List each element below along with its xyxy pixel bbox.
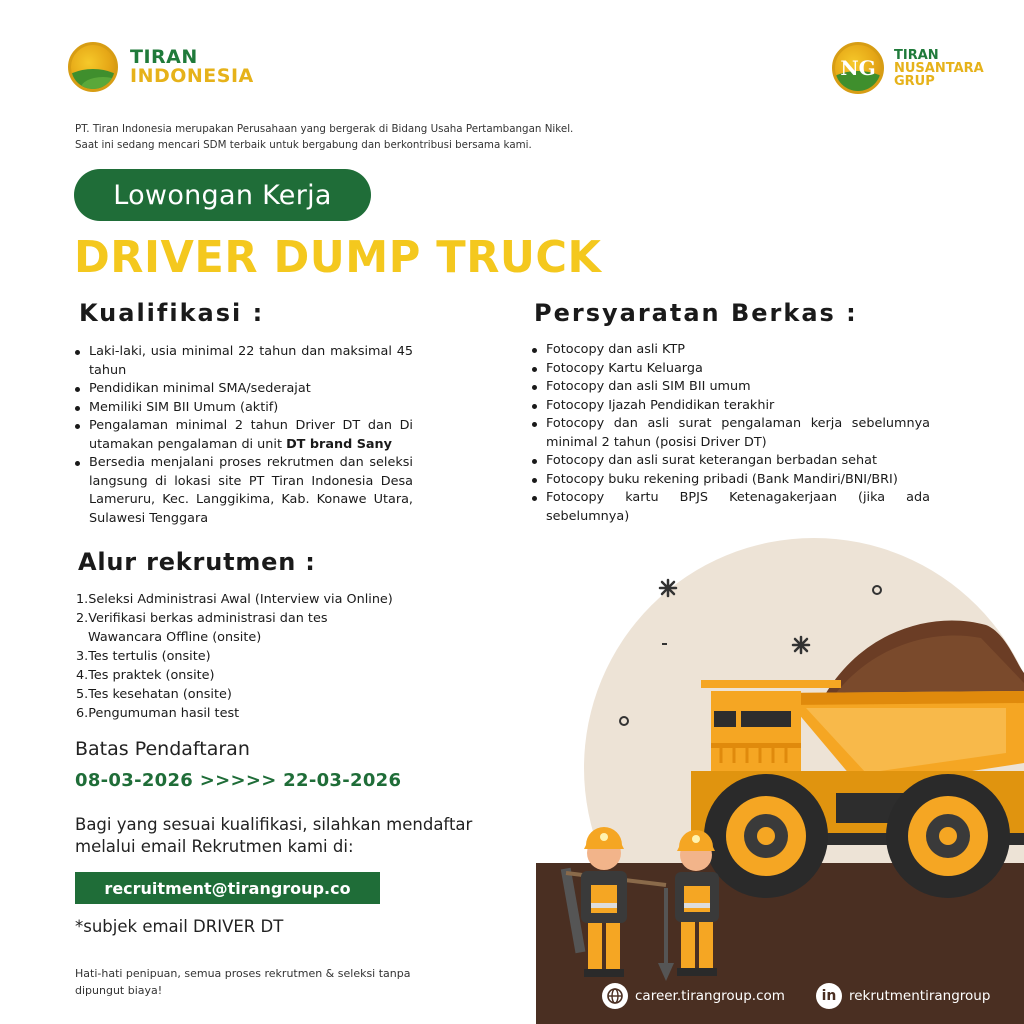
- kualifikasi-item-text: Pengalaman minimal 2 tahun Driver DT dan Di utamakan pengalaman di unit: [89, 418, 413, 452]
- alur-step: 2.Verifikasi berkas administrasi dan tes: [76, 611, 328, 626]
- tiran-nusantara-group-logo: [832, 42, 984, 94]
- logo-right-line2: NUSANTARA: [894, 60, 984, 76]
- logo-left-line1: TIRAN: [130, 46, 198, 68]
- linkedin-link[interactable]: [816, 983, 990, 1009]
- persyaratan-item: Fotocopy Kartu Keluarga: [530, 360, 930, 379]
- persyaratan-item: Fotocopy dan asli SIM BII umum: [530, 378, 930, 397]
- alur-step: 6.Pengumuman hasil test: [76, 706, 240, 721]
- alur-step: 5.Tes kesehatan (onsite): [76, 687, 232, 702]
- kualifikasi-item-bold: DT brand Sany: [286, 436, 393, 452]
- fraud-warning: Hati-hati penipuan, semua proses rekrutmen & seleksi tanpa dipungut biaya!: [75, 967, 411, 997]
- website-url: career.tirangroup.com: [635, 988, 785, 1004]
- nusantara-logo-icon: [832, 42, 884, 94]
- persyaratan-item: Fotocopy buku rekening pribadi (Bank Mandiri/BNI/BRI): [530, 471, 930, 490]
- logo-left-line2: INDONESIA: [130, 65, 254, 87]
- company-intro: PT. Tiran Indonesia merupakan Perusahaan yang bergerak di Bidang Usaha Pertambangan Nikel. Saat ini sedang mencari SDM terbaik untuk bergabung dan berkontribusi bersama kami.: [75, 123, 574, 151]
- kualifikasi-item: [73, 417, 413, 454]
- kualifikasi-item: Laki-laki, usia minimal 22 tahun dan maksimal 45 tahun: [73, 343, 413, 380]
- website-link[interactable]: [602, 983, 785, 1009]
- alur-step: 4.Tes praktek (onsite): [76, 668, 215, 683]
- kualifikasi-heading: Kualifikasi :: [79, 299, 265, 327]
- lowongan-kerja-badge: Lowongan Kerja: [74, 169, 371, 221]
- nusantara-logo-text: [894, 49, 984, 88]
- persyaratan-item: Fotocopy kartu BPJS Ketenagakerjaan (jika ada sebelumnya): [530, 489, 930, 526]
- kualifikasi-item: Memiliki SIM BII Umum (aktif): [73, 399, 413, 418]
- persyaratan-item: Fotocopy dan asli surat pengalaman kerja sebelumnya minimal 2 tahun (posisi Driver DT): [530, 415, 930, 452]
- tiran-logo-text: [130, 48, 254, 86]
- globe-icon: [602, 983, 628, 1009]
- daftar-text: Bagi yang sesuai kualifikasi, silahkan mendaftar melalui email Rekrutmen kami di:: [75, 815, 473, 856]
- alur-step: 3.Tes tertulis (onsite): [76, 649, 211, 664]
- alur-step: Wawancara Offline (onsite): [88, 630, 262, 645]
- alur-steps: [76, 590, 436, 723]
- persyaratan-list: [530, 341, 930, 526]
- alur-heading: Alur rekrutmen :: [78, 548, 316, 576]
- truck-scene-svg: [536, 533, 1024, 1024]
- logo-mark: NG: [840, 56, 876, 80]
- kualifikasi-item: Bersedia menjalani proses rekrutmen dan seleksi langsung di lokasi site PT Tiran Indonesia Desa Lameruru, Kec. Langgikima, Kab. Konawe Utara, Sulawesi Tenggara: [73, 454, 413, 528]
- persyaratan-heading: Persyaratan Berkas :: [534, 299, 858, 327]
- persyaratan-item: Fotocopy Ijazah Pendidikan terakhir: [530, 397, 930, 416]
- logo-right-line1: TIRAN: [894, 47, 939, 63]
- persyaratan-item: Fotocopy dan asli surat keterangan berbadan sehat: [530, 452, 930, 471]
- batas-pendaftaran-label: Batas Pendaftaran: [75, 738, 250, 760]
- truck-wheel-rear: [886, 774, 1010, 898]
- tiran-logo-icon: [68, 42, 118, 92]
- email-subject-note: *subjek email DRIVER DT: [75, 917, 284, 936]
- truck-wheel-front: [704, 774, 828, 898]
- linkedin-handle: rekrutmentirangroup: [849, 988, 991, 1004]
- recruitment-email[interactable]: recruitment@tirangroup.co: [75, 872, 380, 904]
- alur-step: 1.Seleksi Administrasi Awal (Interview via Online): [76, 592, 393, 607]
- persyaratan-item: Fotocopy dan asli KTP: [530, 341, 930, 360]
- kualifikasi-item: Pendidikan minimal SMA/sederajat: [73, 380, 413, 399]
- logo-right-line3: GRUP: [894, 73, 935, 89]
- dump-truck-illustration: [536, 533, 1024, 1024]
- linkedin-icon: in: [816, 983, 842, 1009]
- tiran-indonesia-logo: [68, 42, 254, 92]
- registration-dates: 08-03-2026 >>>>> 22-03-2026: [75, 770, 402, 791]
- kualifikasi-list: [73, 343, 413, 528]
- job-title: DRIVER DUMP TRUCK: [74, 232, 602, 283]
